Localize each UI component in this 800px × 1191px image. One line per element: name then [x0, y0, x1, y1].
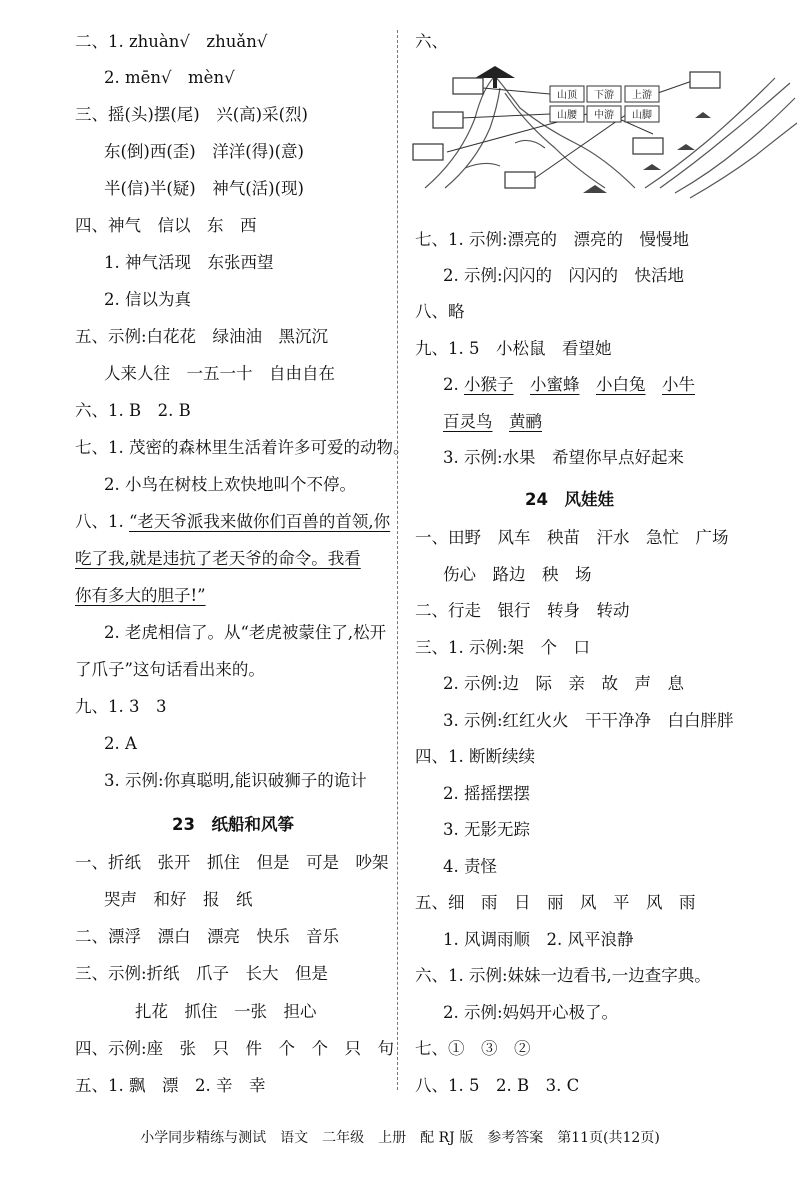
answer-line: 2. 示例:边 际 亲 故 声 息 [443, 674, 685, 693]
answer-line: 3. 示例:水果 希望你早点好起来 [443, 448, 685, 467]
underlined-quote: “老天爷派我来做你们百兽的首领,你 [129, 512, 391, 531]
answer-line: 1. 神气活现 东张西望 [104, 253, 274, 272]
label-shangyou: 上游 [632, 90, 652, 101]
answer-line: 四、神气 信以 东 西 [75, 216, 257, 235]
answer-line: 三、1. 示例:架 个 口 [415, 638, 591, 657]
answer-line: 五、1. 飘 漂 2. 辛 幸 [75, 1076, 266, 1095]
answer-line: 2. 示例:妈妈开心极了。 [443, 1003, 619, 1022]
question-number: 八、1. [75, 512, 129, 531]
answer-line: 六、1. 示例:妹妹一边看书,一边查字典。 [415, 966, 711, 985]
answer-line: 二、1. zhuàn√ zhuǎn√ [75, 32, 268, 51]
answer-line: 3. 示例:红红火火 干干净净 白白胖胖 [443, 711, 734, 730]
answer-line: 七、① ③ ② [415, 1039, 531, 1058]
answer-line: 了爪子”这句话看出来的。 [75, 660, 265, 679]
label-shanjiao: 山脚 [632, 110, 652, 121]
answer-line: 2. 信以为真 [104, 290, 191, 309]
answer-line: 五、细 雨 日 丽 风 平 风 雨 [415, 893, 696, 912]
answer-line: 七、1. 茂密的森林里生活着许多可爱的动物。 [75, 438, 410, 457]
answer-line: 三、示例:折纸 爪子 长大 但是 [75, 964, 329, 983]
answer-line [75, 510, 390, 534]
underlined-word: 黄鹂 [509, 412, 542, 431]
column-divider [397, 30, 398, 1090]
answer-line: 3. 示例:你真聪明,能识破狮子的诡计 [104, 771, 367, 790]
answer-line [443, 373, 695, 397]
answer-line: 人来人往 一五一十 自由自在 [104, 364, 335, 383]
answer-line: 2. 老虎相信了。从“老虎被蒙住了,松开 [104, 623, 387, 642]
label-zhongyou: 中游 [594, 110, 614, 121]
answer-line: 六、1. B 2. B [75, 401, 191, 420]
answer-line: 2. 小鸟在树枝上欢快地叫个不停。 [104, 475, 356, 494]
answer-line: 2. 示例:闪闪的 闪闪的 快活地 [443, 266, 685, 285]
underlined-word: 小牛 [662, 375, 695, 394]
underlined-word: 小白兔 [596, 375, 646, 394]
answer-line: 一、折纸 张开 抓住 但是 可是 吵架 [75, 853, 389, 872]
underlined-quote: 你有多大的胆子!” [75, 586, 206, 605]
answer-line: 东(倒)西(歪) 洋洋(得)(意) [104, 142, 304, 161]
answer-line: 半(信)半(疑) 神气(活)(现) [104, 179, 304, 198]
answer-line: 六、 [415, 32, 448, 51]
answer-line: 八、1. 5 2. B 3. C [415, 1076, 580, 1095]
label-shanding: 山顶 [557, 90, 577, 101]
answer-line: 二、行走 银行 转身 转动 [415, 601, 630, 620]
answer-line: 三、摇(头)摆(尾) 兴(高)采(烈) [75, 105, 308, 124]
answer-line: 哭声 和好 报 纸 [104, 890, 253, 909]
section-title-23: 23 纸船和风筝 [172, 815, 294, 834]
label-xiayou: 下游 [594, 90, 614, 101]
answer-line: 3. 无影无踪 [443, 820, 530, 839]
answer-line: 2. 摇摇摆摆 [443, 784, 530, 803]
answer-line: 九、1. 5 小松鼠 看望她 [415, 339, 612, 358]
page-footer: 小学同步精练与测试 语文 二年级 上册 配 RJ 版 参考答案 第11页(共12页) [140, 1130, 660, 1146]
answer-line: 五、示例:白花花 绿油油 黑沉沉 [75, 327, 329, 346]
answer-line: 八、略 [415, 302, 465, 321]
question-number: 2. [443, 375, 464, 394]
answer-line: 一、田野 风车 秧苗 汗水 急忙 广场 [415, 528, 729, 547]
answer-line: 四、1. 断断续续 [415, 747, 535, 766]
underlined-word: 小猴子 [464, 375, 514, 394]
answer-line: 4. 责怪 [443, 857, 497, 876]
landscape-diagram [405, 48, 800, 203]
section-title-24: 24 风娃娃 [525, 490, 614, 509]
answer-line [443, 410, 542, 434]
answer-line: 七、1. 示例:漂亮的 漂亮的 慢慢地 [415, 230, 690, 249]
underlined-quote: 吃了我,就是违抗了老天爷的命令。我看 [75, 549, 361, 568]
answer-line: 二、漂浮 漂白 漂亮 快乐 音乐 [75, 927, 339, 946]
answer-line: 扎花 抓住 一张 担心 [135, 1002, 317, 1021]
underlined-word: 小蜜蜂 [530, 375, 580, 394]
answer-line: 四、示例:座 张 只 件 个 个 只 句 [75, 1039, 395, 1058]
label-shanyao: 山腰 [557, 110, 577, 121]
underlined-word: 百灵鸟 [443, 412, 493, 431]
answer-line: 2. A [104, 734, 137, 753]
answer-line: 1. 风调雨顺 2. 风平浪静 [443, 930, 634, 949]
answer-line: 伤心 路边 秧 场 [443, 565, 592, 584]
answer-line: 九、1. 3 3 [75, 697, 167, 716]
answer-line: 2. mēn√ mèn√ [104, 68, 235, 87]
